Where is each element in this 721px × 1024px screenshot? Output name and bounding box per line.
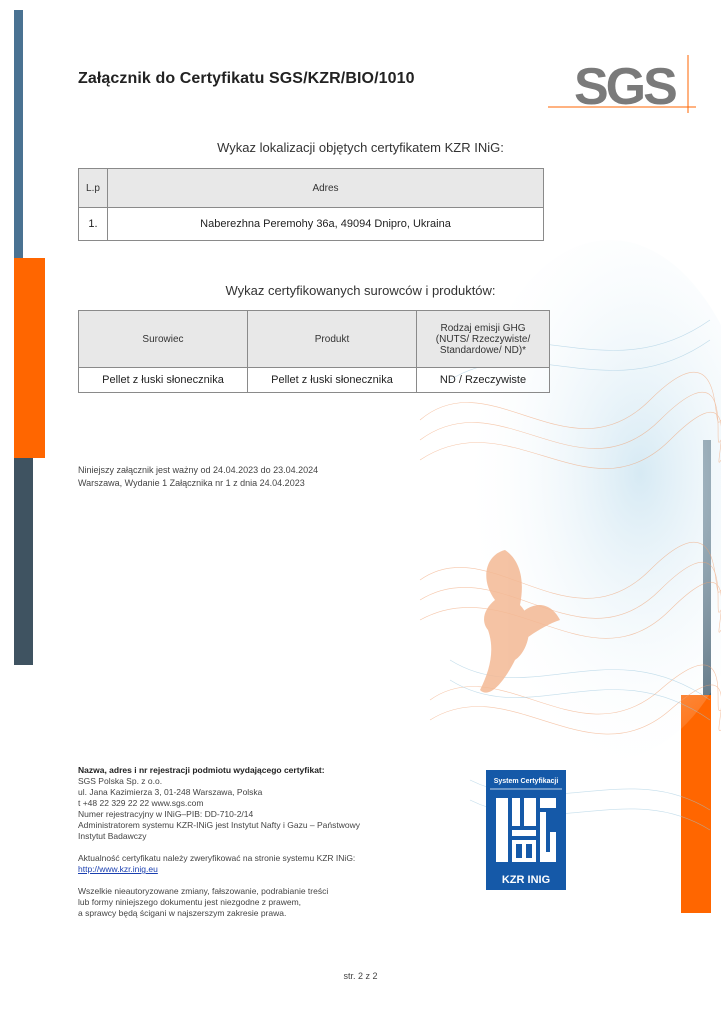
validity-line-2: Warszawa, Wydanie 1 Załącznika nr 1 z dnia 24.04.2023 bbox=[78, 478, 305, 488]
inig-logo-bottom-text: KZR INIG bbox=[501, 874, 551, 886]
issuer-admin-line-2: Instytut Badawczy bbox=[78, 831, 147, 841]
warning-line-3: a sprawcy będą ścigani w najszerszym zakresie prawa. bbox=[78, 908, 287, 918]
table-row bbox=[79, 208, 544, 241]
row-material: Pellet z łuski słonecznika bbox=[79, 368, 248, 393]
warning-line-1: Wszelkie nieautoryzowane zmiany, fałszowanie, podrabianie treści bbox=[78, 886, 329, 896]
row-lp: 1. bbox=[79, 208, 108, 241]
issuer-contact: t +48 22 329 22 22 www.sgs.com bbox=[78, 798, 204, 808]
kzr-inig-link[interactable]: http://www.kzr.inig.eu bbox=[78, 864, 158, 874]
row-ghg: ND / Rzeczywiste bbox=[417, 368, 550, 393]
ghg-header-line3: Standardowe/ ND)* bbox=[439, 344, 527, 356]
validity-block bbox=[78, 464, 318, 490]
column-header-product: Produkt bbox=[248, 311, 417, 368]
issuer-company: SGS Polska Sp. z o.o. bbox=[78, 776, 163, 786]
validity-line-1: Niniejszy załącznik jest ważny od 24.04.2023 do 23.04.2024 bbox=[78, 465, 319, 475]
issuer-block bbox=[78, 765, 438, 919]
locations-table bbox=[78, 168, 544, 241]
page-title: Załącznik do Certyfikatu SGS/KZR/BIO/1010 bbox=[78, 70, 415, 87]
left-bar-blue bbox=[14, 10, 23, 258]
column-header-lp: L.p bbox=[79, 169, 108, 208]
issuer-address: ul. Jana Kazimierza 3, 01-248 Warszawa, Polska bbox=[78, 787, 263, 797]
inig-logo-top-text: System Certyfikacji bbox=[493, 778, 559, 785]
page-number: str. 2 z 2 bbox=[343, 971, 378, 981]
column-header-material: Surowiec bbox=[79, 311, 248, 368]
issuer-admin-line-1: Administratorem systemu KZR-INiG jest Instytut Nafty i Gazu – Państwowy bbox=[78, 820, 360, 830]
left-bar-slate bbox=[14, 458, 33, 665]
sgs-logo bbox=[548, 55, 696, 113]
column-header-ghg bbox=[417, 311, 550, 368]
locations-header-row bbox=[79, 169, 544, 208]
products-table bbox=[78, 310, 550, 393]
ghg-header-line1: Rodzaj emisji GHG bbox=[440, 322, 526, 334]
locations-heading: Wykaz lokalizacji objętych certyfikatem KZR INiG: bbox=[217, 140, 504, 155]
issuer-registration: Numer rejestracyjny w INiG–PIB: DD-710-2/14 bbox=[78, 809, 254, 819]
row-address: Naberezhna Peremohy 36a, 49094 Dnipro, Ukraina bbox=[108, 208, 544, 241]
issuer-heading: Nazwa, adres i nr rejestracji podmiotu wydającego certyfikat: bbox=[78, 765, 325, 775]
kzr-inig-logo bbox=[486, 770, 566, 890]
table-row bbox=[79, 368, 550, 393]
issuer-verify-text: Aktualność certyfikatu należy zweryfikować na stronie systemu KZR INiG: bbox=[78, 853, 356, 863]
ghg-header-line2: (NUTS/ Rzeczywiste/ bbox=[435, 333, 531, 345]
row-product: Pellet z łuski słonecznika bbox=[248, 368, 417, 393]
products-header-row bbox=[79, 311, 550, 368]
column-header-address: Adres bbox=[108, 169, 544, 208]
warning-line-2: lub formy niniejszego dokumentu jest niezgodne z prawem, bbox=[78, 897, 302, 907]
products-heading: Wykaz certyfikowanych surowców i produktów: bbox=[225, 283, 496, 298]
sgs-logo-text: SGS bbox=[574, 58, 675, 113]
